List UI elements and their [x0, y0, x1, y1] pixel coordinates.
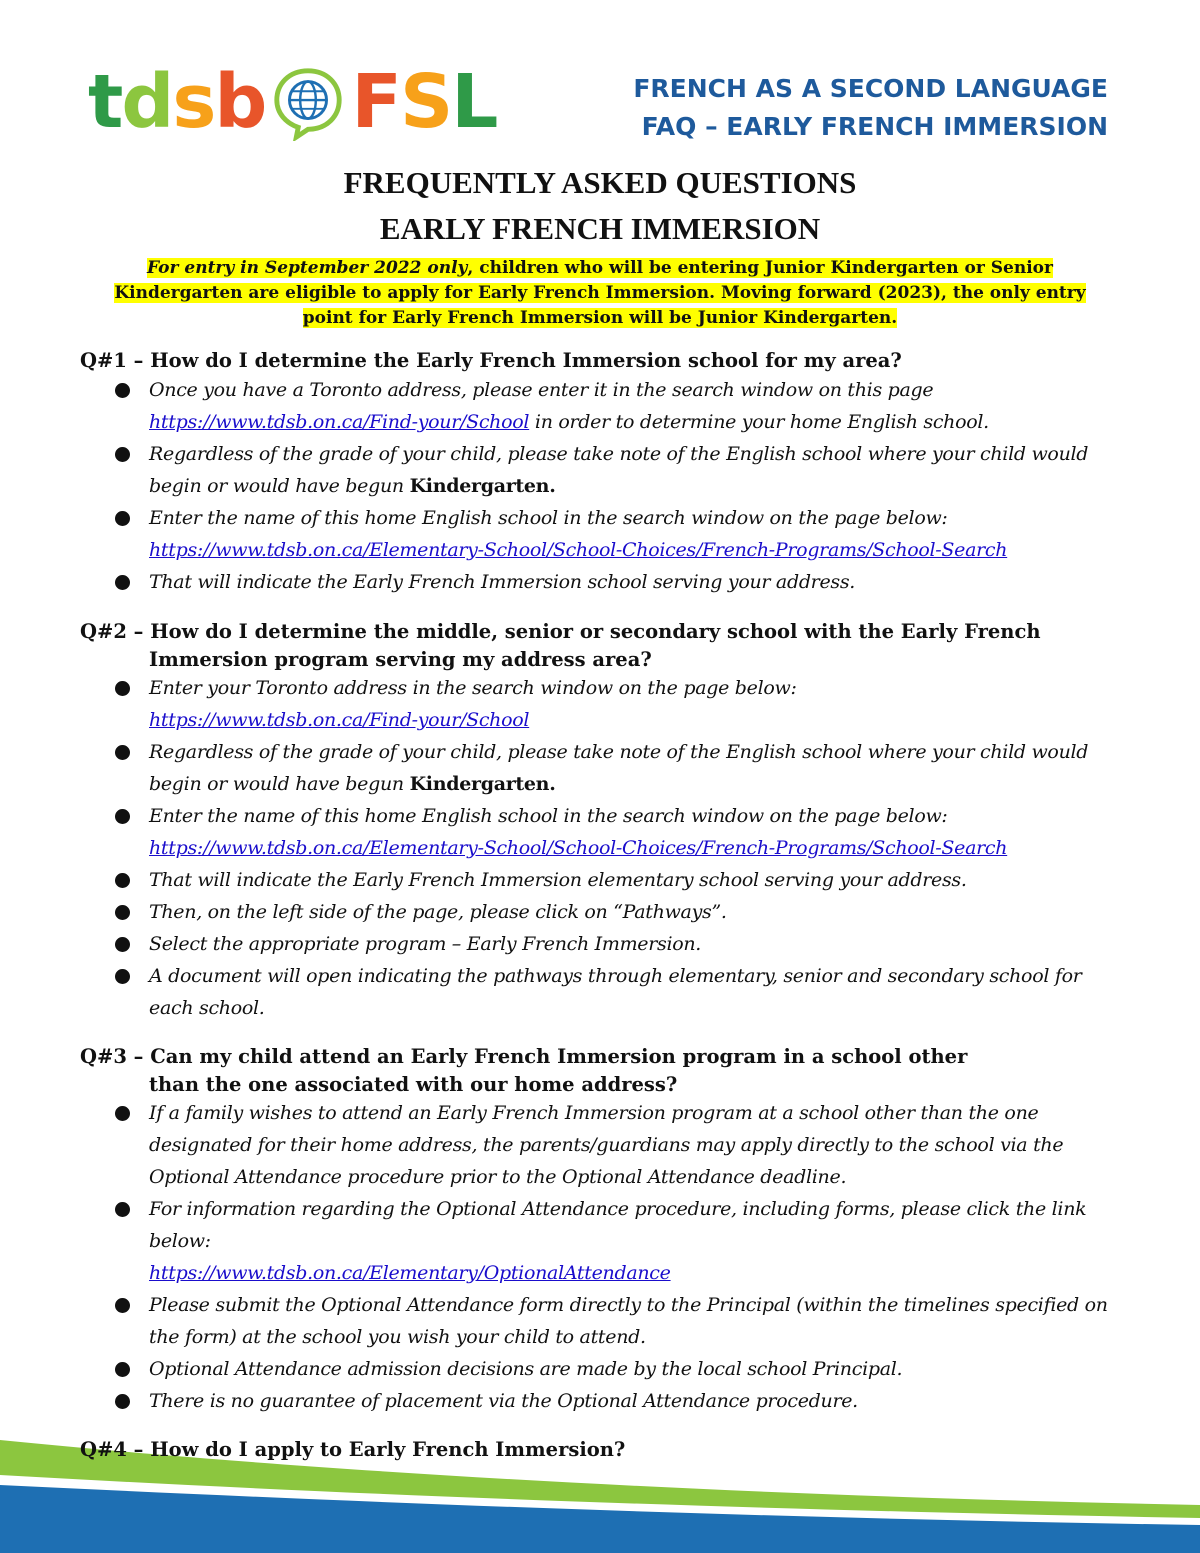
list-item: Regardless of the grade of your child, please take note of the English school where your child would begin or would have begun Kindergarten.	[115, 736, 1115, 800]
school-search-link[interactable]: https://www.tdsb.on.ca/Elementary-School/School-Choices/French-Programs/School-Search	[149, 837, 1008, 859]
notice-lead: For entry in September 2022 only	[147, 258, 468, 278]
title-line-1: FREQUENTLY ASKED QUESTIONS	[343, 165, 857, 200]
list-item: If a family wishes to attend an Early French Immersion program at a school other than the one designated for their home address, the parents/guardians may apply directly to the school via the Optional Attendance procedure prior to the Optional Attendance deadline.	[115, 1097, 1115, 1193]
bullet-icon	[115, 1106, 130, 1121]
entry-notice	[90, 256, 1110, 331]
document-header	[633, 70, 1108, 146]
list-item: A document will open indicating the pathways through elementary, senior and secondary school for each school.	[115, 960, 1115, 1024]
decorative-footer-wave	[0, 1400, 1200, 1553]
bullet-icon	[115, 873, 130, 888]
globe-speech-bubble-icon	[269, 63, 347, 141]
logo-tdsb: tdsb	[88, 59, 266, 145]
list-item: Select the appropriate program – Early French Immersion.	[115, 928, 1115, 960]
bullet-icon	[115, 383, 130, 398]
question-3-heading: Q#3 – Can my child attend an Early French Immersion program in a school other than the one associated with our home address?	[80, 1045, 968, 1096]
find-your-school-link[interactable]: https://www.tdsb.on.ca/Find-your/School	[149, 709, 530, 731]
question-1-heading: Q#1 – How do I determine the Early French Immersion school for my area?	[80, 349, 902, 372]
list-item: Regardless of the grade of your child, please take note of the English school where your child would begin or would have begun Kindergarten.	[115, 438, 1115, 502]
bullet-icon	[115, 575, 130, 590]
header-line-1: FRENCH AS A SECOND LANGUAGE	[633, 74, 1108, 103]
bullet-icon	[115, 1202, 130, 1217]
school-search-link[interactable]: https://www.tdsb.on.ca/Elementary-School/School-Choices/French-Programs/School-Search	[149, 539, 1008, 561]
question-2-answers	[115, 672, 1115, 1024]
bullet-icon	[115, 905, 130, 920]
bullet-icon	[115, 1298, 130, 1313]
page-title	[0, 160, 1200, 252]
question-4-heading: Q#4 – How do I apply to Early French Immersion?	[80, 1438, 626, 1461]
optional-attendance-link[interactable]: https://www.tdsb.on.ca/Elementary/OptionalAttendance	[149, 1262, 671, 1284]
list-item: Enter the name of this home English school in the search window on the page below: https://www.tdsb.on.ca/Elementary-School/School-Choices/French-Programs/School-Search	[115, 800, 1115, 864]
bullet-icon	[115, 809, 130, 824]
question-3-answers	[115, 1097, 1115, 1417]
list-item: Enter the name of this home English school in the search window on the page below: https://www.tdsb.on.ca/Elementary-School/School-Choices/French-Programs/School-Search	[115, 502, 1115, 566]
question-1-answers	[115, 374, 1115, 598]
list-item: That will indicate the Early French Immersion elementary school serving your address.	[115, 864, 1115, 896]
bullet-icon	[115, 1362, 130, 1377]
list-item: Please submit the Optional Attendance form directly to the Principal (within the timelines specified on the form) at the school you wish your child to attend.	[115, 1289, 1115, 1353]
header-line-2: FAQ – EARLY FRENCH IMMERSION	[641, 112, 1108, 141]
list-item: There is no guarantee of placement via the Optional Attendance procedure.	[115, 1385, 1115, 1417]
list-item: For information regarding the Optional Attendance procedure, including forms, please click the link below: https://www.tdsb.on.ca/Elementary/OptionalAttendance	[115, 1193, 1115, 1289]
tdsb-fsl-logo	[88, 59, 497, 145]
notice-line-3: point for Early French Immersion will be Junior Kindergarten.	[302, 308, 898, 328]
title-line-2: EARLY FRENCH IMMERSION	[379, 211, 821, 246]
list-item: That will indicate the Early French Immersion school serving your address.	[115, 566, 1115, 598]
bullet-icon	[115, 937, 130, 952]
logo-fsl: FSL	[351, 59, 497, 145]
bullet-icon	[115, 447, 130, 462]
bullet-icon	[115, 681, 130, 696]
list-item: Enter your Toronto address in the search window on the page below: https://www.tdsb.on.ca/Find-your/School	[115, 672, 1115, 736]
list-item: Once you have a Toronto address, please enter it in the search window on this page https://www.tdsb.on.ca/Find-your/School in order to determine your home English school.	[115, 374, 1115, 438]
question-2-heading: Q#2 – How do I determine the middle, senior or secondary school with the Early French Immersion program serving my address area?	[80, 620, 1041, 671]
notice-line-1: , children who will be entering Junior Kindergarten or Senior	[467, 258, 1053, 278]
find-your-school-link[interactable]: https://www.tdsb.on.ca/Find-your/School	[149, 411, 530, 433]
list-item: Then, on the left side of the page, please click on “Pathways”.	[115, 896, 1115, 928]
list-item: Optional Attendance admission decisions are made by the local school Principal.	[115, 1353, 1115, 1385]
notice-line-2: Kindergarten are eligible to apply for Early French Immersion. Moving forward (2023), the only entry	[114, 283, 1086, 303]
bullet-icon	[115, 511, 130, 526]
bullet-icon	[115, 969, 130, 984]
bullet-icon	[115, 745, 130, 760]
